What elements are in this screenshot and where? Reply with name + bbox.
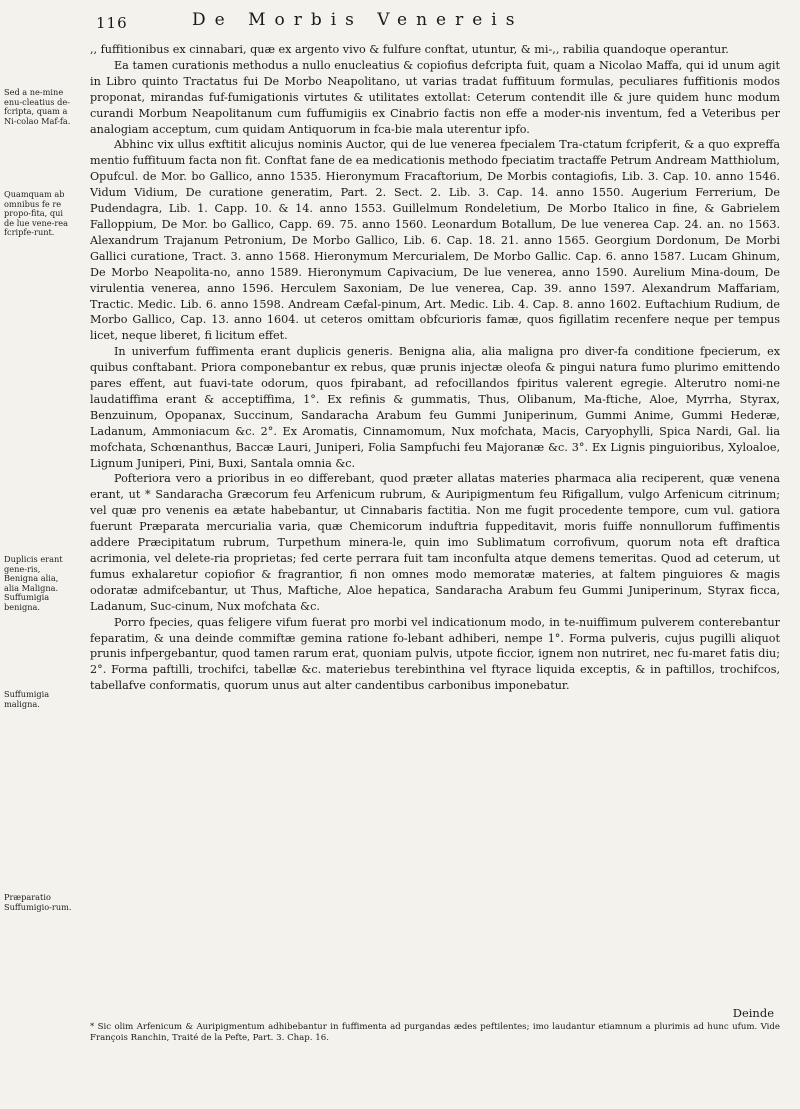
paragraph: Abhinc vix ullus exftitit alicujus nominis Auctor, qui de lue venerea fpecialem Tra-ctatum fcripferit, & a quo expreffa mentio fuffituum facta non fit. Conftat fane de ea medicationis methodo fpeciatim tractaffe Petrum Andream Matthiolum, Opufcul. de Mor. bo Gallico, anno 1535. Hieronymum Fracaftorium, De Morbis contagiofis, Lib. 3. Cap. 10. anno 1546. Vidum Vidium, De curatione generatim, Part. 2. Sect. 2. Lib. 3. Cap. 14. anno 1550. Augerium Ferrerium, De Pudendagra, Lib. 1. Capp. 10. & 14. anno 1553. Guillelmum Rondeletium, De Morbo Italico in fine, & Gabrielem Falloppium, De Mor. bo Gallico, Capp. 69. 75. anno 1560. Leonardum Botallum, De lue venerea Cap. 24. an. no 1563. Alexandrum Trajanum Petronium, De Morbo Gallico, Lib. 6. Cap. 18. 21. anno 1565. Georgium Dordonum, De Morbi Gallici curatione, Tract. 3. anno 1568. Hieronymum Mercurialem, De Morbo Gallic. Cap. 6. anno 1587. Lucam Ghinum, De Morbo Neapolita-no, anno 1589. Hieronymum Capivacium, De lue venerea, anno 1590. Aurelium Mina-doum, De virulentia venerea, anno 1596. Herculem Saxoniam, De lue venerea, Cap. 39. anno 1597. Alexandrum Maffariam, Tractic. Medic. Lib. 6. anno 1598. Andream Cæfal-pinum, Art. Medic. Lib. 4. Cap. 8. anno 1602. Euftachium Rudium, de Morbo Gallico, Cap. 13. anno 1604. ut ceteros omittam obfcurioris famæ, quos figillatim recenfere neque per tempus licet, neque liberet, fi licitum effet.	[90, 138, 780, 343]
margin-note: Præparatio Suffumigio-rum.	[4, 892, 72, 912]
catchword: Deinde	[732, 1006, 774, 1020]
paragraph: Porro fpecies, quas feligere vifum fuerat pro morbi vel indicationum modo, in te-nuiffimum pulverem conterebantur feparatim, & una deinde commiftæ gemina ratione fo-lebant adhiberi, nempe 1°. Forma pulveris, cujus pugilli aliquot prunis infpergebantur, quod tamen rarum erat, quoniam pulvis, utpote ficcior, ignem non nutriret, nec fu-maret fatis diu; 2°. Forma paftilli, trochifci, tabellæ &c. materiebus terebinthina vel ftyrace liquida exceptis, & in paftillos, trochifcos, tabellafve conformatis, quorum unus aut alter candentibus carbonibus imponebatur.	[90, 615, 780, 693]
main-text	[90, 42, 780, 694]
paragraph: In univerfum fuffimenta erant duplicis generis. Benigna alia, alia maligna pro diver-fa conditione fpecierum, ex quibus conftabant. Priora componebantur ex rebus, quæ prunis injectæ oleofa & pingui natura fumo plurimo emittendo pares effent, aut fuavi-tate odorum, quos fpirabant, ad refocillandos fpiritus valerent egregie. Alterutro nomi-ne laudatiffima erant & acceptiffima, 1°. Ex refinis & gummatis, Thus, Olibanum, Ma-ftiche, Aloe, Myrrha, Styrax, Benzuinum, Opopanax, Succinum, Sandaracha Arabum feu Gummi Juniperinum, Gummi Anime, Gummi Hederæ, Ladanum, Ammoniacum &c. 2°. Ex Aromatis, Cinnamomum, Nux mofchata, Macis, Caryophylli, Spica Nardi, Gal. lia mofchata, Schœnanthus, Baccæ Lauri, Juniperi, Folia Sampfuchi feu Majoranæ &c. 3°. Ex Lignis pinguioribus, Xyloaloe, Lignum Juniperi, Pini, Buxi, Santala omnia &c.	[90, 345, 780, 470]
paragraph: Ea tamen curationis methodus a nullo enucleatius & copiofius defcripta fuit, quam a Nicolao Maffa, qui id unum agit in Libro quinto Tractatus fui De Morbo Neapolitano, ut varias tradat fuffituum formulas, peculiares fuffitionis modos proponat, mirandas fuf-fumigationis virtutes & utilitates extollat: Ceterum contendit ille & jure quidem hunc modum curandi Morbum Neapolitanum cum fuffumigiis ex Cinabrio factis non effe a moder-nis inventum, fed a Veteribus per analogiam acceptum, cum quidam Antiquorum in fca-bie mala uterentur ipfo.	[90, 58, 780, 136]
margin-note: Sed a ne-mine enu-cleatius de-fcripta, quam a Ni-colao Maf-fa.	[4, 87, 71, 126]
margin-note: Quamquam ab omnibus fe re propo-fita, qui de lue vene-rea fcripfe-runt.	[4, 189, 69, 238]
margin-note: Suffumigia maligna.	[4, 689, 50, 709]
running-title: De Morbis Venereis	[192, 10, 524, 30]
paragraph: Pofteriora vero a prioribus in eo differebant, quod præter allatas materies pharmaca alia reciperent, quæ venena erant, ut * Sandaracha Græcorum feu Arfenicum rubrum, & Auripigmentum feu Rifigallum, vulgo Arfenicum citrinum; vel quæ pro venenis ea ætate habebantur, ut Cinnabaris factitia. Non me fugit procedente tempore, cum vul. gatiora fuerunt Præparata mercurialia varia, quæ Chemicorum induftria fuppeditavit, moris fuiffe nonnullorum fuffimentis addere Præcipitatum rubrum, Turpethum minera-le, quin imo Sublimatum corrofivum, quorum nota eft draftica acrimonia, vel delete-ria proprietas; fed certe perrara fuit tam inconfulta atque demens temeritas. Quod ad ceterum, ut fumus exhalaretur copiofior & fragrantior, fi non omnes modo memoratæ materies, at faltem pinguiores & magis odoratæ admifcebantur, ut Thus, Maftiche, Aloe hepatica, Sandaracha Arabum feu Gummi Juniperinum, Styrax ficca, Ladanum, Suc-cinum, Nux mofchata &c.	[90, 472, 780, 613]
footnote: * Sic olim Arfenicum & Auripigmentum adhibebantur in fuffimenta ad purgandas ædes peftilentes; imo laudantur etiamnum a plurimis ad hunc ufum. Vide François Ranchin, Traité de la Pefte, Part. 3. Chap. 16.	[90, 1022, 780, 1043]
margin-note: Duplicis erant gene-ris, Benigna alia, alia Maligna. Suffumigia benigna.	[4, 554, 63, 612]
page-number: 116	[96, 14, 128, 32]
page-header	[82, 4, 772, 38]
paragraph: ,, fuffitionibus ex cinnabari, quæ ex argento vivo & fulfure conftat, utuntur, & mi-,, rabilia quandoque operantur.	[90, 43, 729, 56]
